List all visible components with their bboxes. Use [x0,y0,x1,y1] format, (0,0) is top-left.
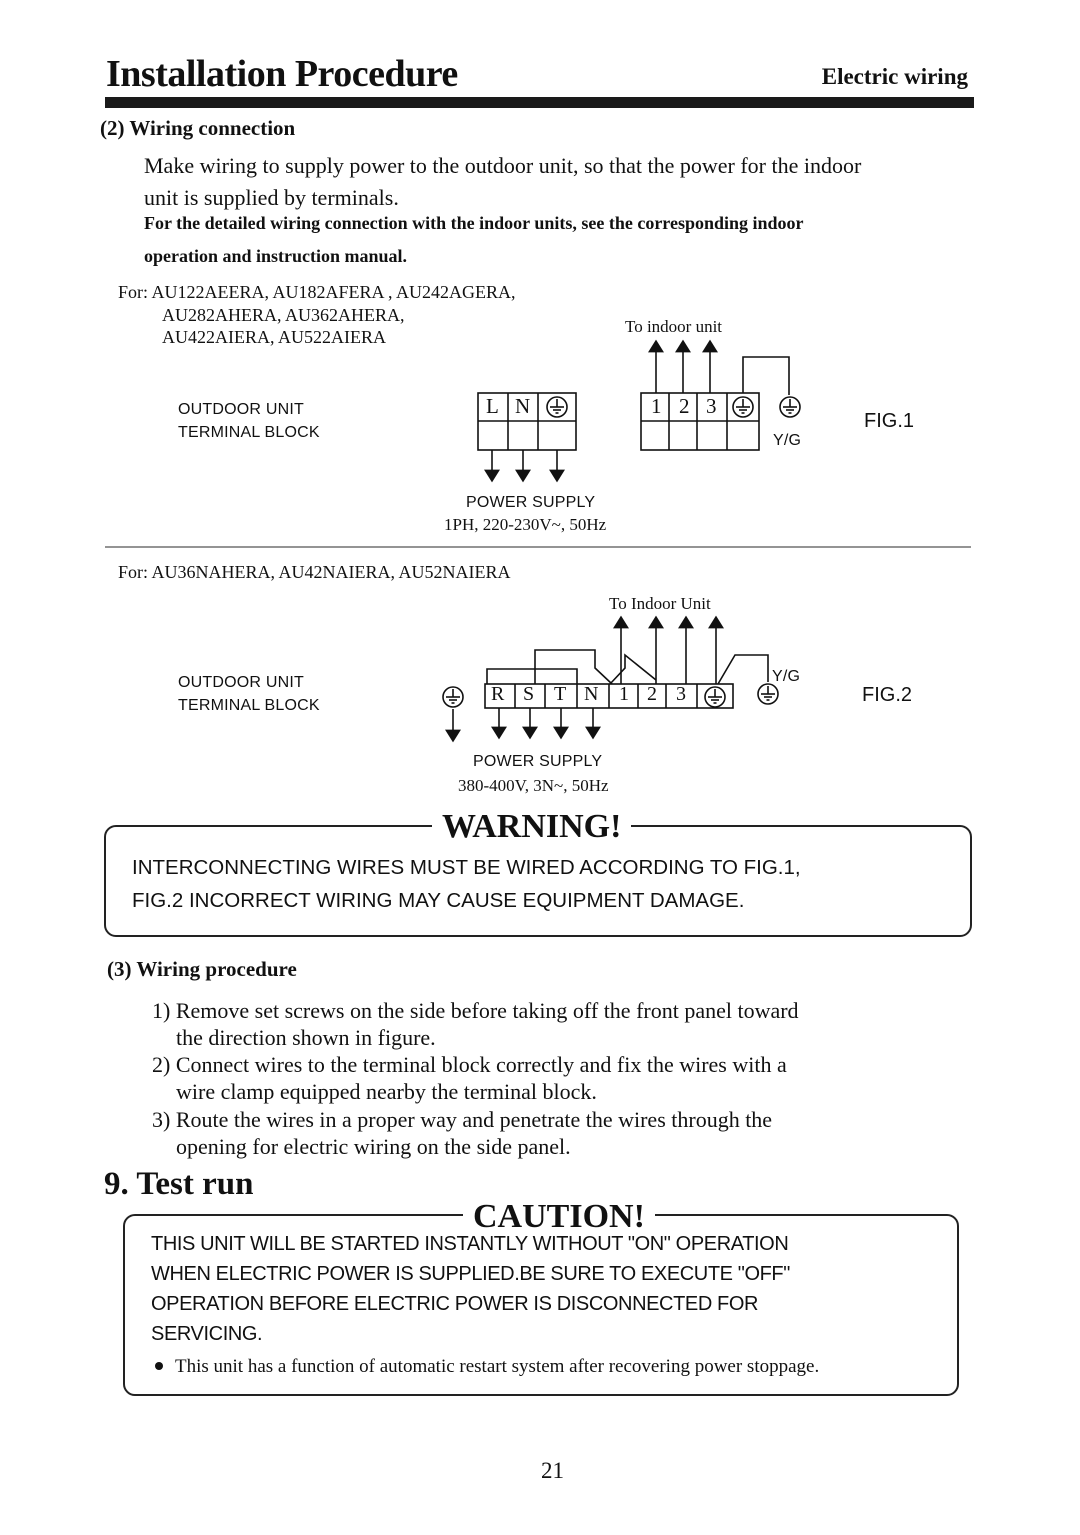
caution-title: CAUTION! [463,1197,655,1237]
fig2-left-ground-icon [443,687,463,707]
fig2-yg-label: Y/G [772,668,801,685]
fig1-terminal-3: 3 [706,394,717,418]
fig2-terminal-s: S [523,683,535,705]
fig2-terminal-r: R [491,683,505,705]
fig1-terminal-1: 1 [651,394,662,418]
caution-line1: THIS UNIT WILL BE STARTED INSTANTLY WITHOUT "ON" OPERATION [151,1233,789,1255]
caution-line2: WHEN ELECTRIC POWER IS SUPPLIED.BE SURE TO EXECUTE "OFF" [151,1263,790,1285]
wiring-procedure-heading: (3) Wiring procedure [107,957,297,981]
procedure-step2-line1: 2) Connect wires to the terminal block correctly and fix the wires with a [152,1052,787,1077]
fig2-terminal-2: 2 [647,683,657,705]
fig1-label: FIG.1 [864,410,915,432]
fig1-left-terminal-block [478,393,576,450]
wiring-note-line2: operation and instruction manual. [144,246,408,266]
fig1-terminal-l: L [486,394,499,418]
fig2-block-ground-icon [705,687,725,707]
fig1-terminal-2: 2 [679,394,690,418]
wiring-connection-line1: Make wiring to supply power to the outdoor unit, so that the power for the indoor [144,153,862,178]
procedure-step1-line1: 1) Remove set screws on the side before taking off the front panel toward [152,998,799,1023]
warning-title: WARNING! [432,807,631,847]
fig2-terminal-1: 1 [619,683,629,705]
fig2-terminal-3: 3 [676,683,686,705]
wiring-connection-heading: (2) Wiring connection [100,116,296,140]
caution-bullet-text: This unit has a function of automatic restart system after recovering power stoppage. [175,1356,820,1377]
test-run-heading: 9. Test run [104,1166,254,1202]
fig2-power-label-1: POWER SUPPLY [473,753,603,770]
fig1-models-line3: AU422AIERA, AU522AIERA [162,327,386,347]
fig1-yg-ground-icon [780,397,800,417]
section-subtitle: Electric wiring [821,64,968,89]
fig2-power-arrows [499,708,593,733]
fig2-power-label-2: 380-400V, 3N~, 50Hz [458,776,609,795]
fig2-terminal-n: N [584,683,599,705]
fig2-indoor-arrows [621,622,768,684]
fig1-power-label-2: 1PH, 220-230V~, 50Hz [444,515,607,534]
fig1-to-indoor-label: To indoor unit [625,317,723,336]
fig2-terminal-label-2: TERMINAL BLOCK [178,697,320,714]
page-number: 21 [541,1458,564,1483]
procedure-step3-line1: 3) Route the wires in a proper way and penetrate the wires through the [152,1107,773,1132]
wiring-connection-line2: unit is supplied by terminals. [144,185,399,210]
fig1-right-terminal-block [641,393,759,450]
fig1-left-ground-icon [547,397,567,417]
caution-line4: SERVICING. [151,1323,263,1345]
fig2-models: For: AU36NAHERA, AU42NAIERA, AU52NAIERA [118,562,511,582]
fig2-terminal-label-1: OUTDOOR UNIT [178,674,304,691]
fig1-terminal-label-1: OUTDOOR UNIT [178,401,304,418]
fig1-terminal-label-2: TERMINAL BLOCK [178,424,320,441]
fig2-to-indoor-label: To Indoor Unit [609,594,711,613]
procedure-step3-line2: opening for electric wiring on the side panel. [176,1134,571,1159]
fig1-power-label-1: POWER SUPPLY [466,494,596,511]
fig1-yg-label: Y/G [773,432,802,449]
fig1-terminal-n: N [515,394,531,418]
warning-line1: INTERCONNECTING WIRES MUST BE WIRED ACCORDING TO FIG.1, [132,856,801,879]
warning-line2: FIG.2 INCORRECT WIRING MAY CAUSE EQUIPMENT DAMAGE. [132,889,745,912]
page-title: Installation Procedure [106,53,458,95]
fig1-power-arrows [492,450,557,476]
fig2-terminal-t: T [554,683,567,705]
procedure-step2-line2: wire clamp equipped nearby the terminal block. [176,1079,597,1104]
fig1-indoor-arrows [656,346,789,395]
fig1-models-line1: For: AU122AEERA, AU182AFERA , AU242AGERA, [118,282,516,302]
fig1-models-line2: AU282AHERA, AU362AHERA, [162,305,405,325]
procedure-step1-line2: the direction shown in figure. [176,1025,436,1050]
caution-line3: OPERATION BEFORE ELECTRIC POWER IS DISCONNECTED FOR [151,1293,759,1315]
fig1-right-ground-icon [733,397,753,417]
wiring-note-line1: For the detailed wiring connection with the indoor units, see the corresponding indoor [144,213,804,233]
fig2-label: FIG.2 [862,684,913,706]
